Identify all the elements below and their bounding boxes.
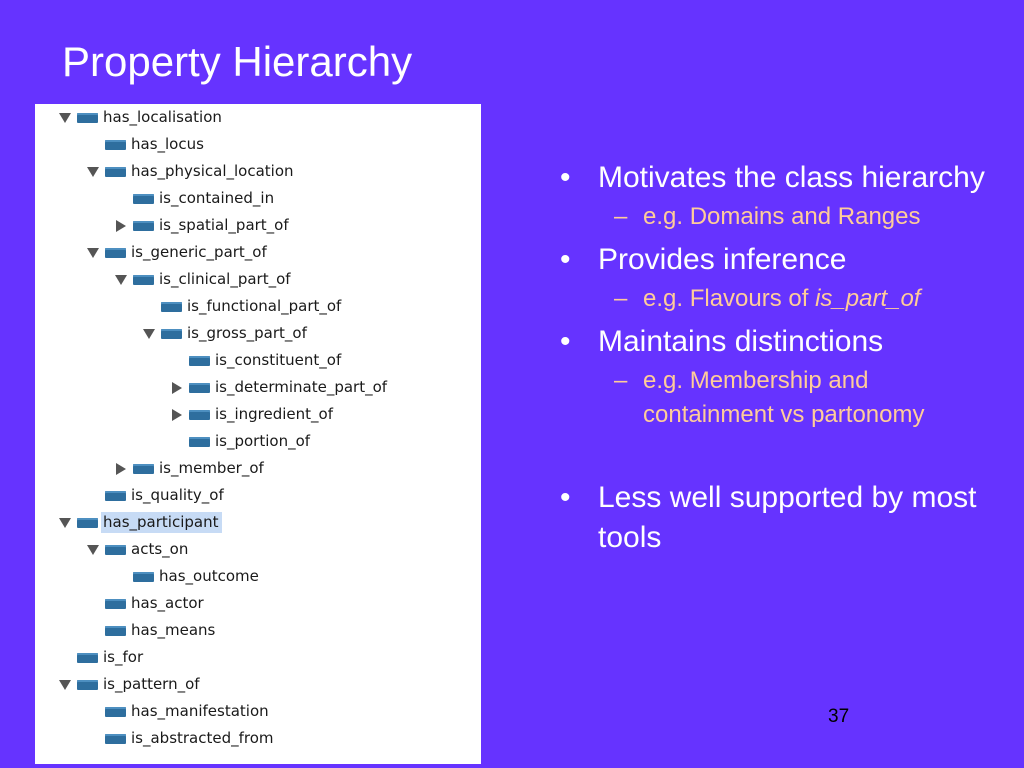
sub-bullet-flavours [598,282,998,316]
tree-item-label: is_constituent_of [215,351,342,369]
tree-item-is-abstracted-from[interactable] [87,725,277,752]
toggle-spacer [59,652,71,664]
tree-item-label: has_physical_location [131,162,294,180]
tree-item-has-outcome[interactable] [115,563,262,590]
object-property-icon [105,248,126,258]
tree-item-is-quality-of[interactable] [87,482,227,509]
sub-bullet-italic-term: is_part_of [815,285,921,312]
object-property-icon [133,275,154,285]
toggle-spacer [115,571,127,583]
tree-item-label: has_participant [101,512,222,533]
tree-item-label: is_generic_part_of [131,243,267,261]
tree-item-has-locus[interactable] [87,131,207,158]
object-property-icon [77,653,98,663]
toggle-spacer [171,436,183,448]
object-property-icon [189,410,210,420]
property-hierarchy-tree [35,104,481,764]
bullet-list [558,158,998,558]
tree-item-is-gross-part-of[interactable] [143,320,310,347]
object-property-icon [105,545,126,555]
bullet-motivates [558,158,998,234]
tree-item-is-constituent-of[interactable] [171,347,344,374]
toggle-spacer [171,355,183,367]
toggle-spacer [87,625,99,637]
object-property-icon [133,221,154,231]
tree-item-is-functional-part-of[interactable] [143,293,344,320]
bullet-text: Motivates the class hierarchy [598,161,985,194]
tree-item-label: is_contained_in [159,189,275,207]
tree-item-label: is_determinate_part_of [215,378,388,396]
bullet-maintains-distinctions [558,322,998,432]
triangle-down-icon[interactable] [59,517,71,529]
object-property-icon [105,626,126,636]
tree-item-is-pattern-of[interactable] [59,671,203,698]
triangle-down-icon[interactable] [115,274,127,286]
tree-item-is-generic-part-of[interactable] [87,239,270,266]
tree-item-is-determinate-part-of[interactable] [171,374,390,401]
tree-item-label: is_clinical_part_of [159,270,291,288]
tree-item-has-localisation[interactable] [59,104,225,131]
tree-item-is-spatial-part-of[interactable] [115,212,292,239]
toggle-spacer [143,301,155,313]
object-property-icon [133,194,154,204]
object-property-icon [77,113,98,123]
object-property-icon [161,329,182,339]
object-property-icon [105,599,126,609]
triangle-down-icon[interactable] [143,328,155,340]
bullet-text: Maintains distinctions [598,325,884,358]
tree-item-is-portion-of[interactable] [171,428,313,455]
tree-item-label: has_manifestation [131,702,269,720]
tree-item-has-manifestation[interactable] [87,698,272,725]
tree-item-is-for[interactable] [59,644,146,671]
tree-item-has-actor[interactable] [87,590,207,617]
tree-item-label: is_for [103,648,144,666]
object-property-icon [105,707,126,717]
tree-item-label: is_quality_of [131,486,224,504]
toggle-spacer [87,139,99,151]
tree-item-label: is_portion_of [215,432,311,450]
tree-item-label: is_pattern_of [103,675,200,693]
slide-title: Property Hierarchy [62,38,413,85]
triangle-down-icon[interactable] [87,544,99,556]
tree-item-is-member-of[interactable] [115,455,267,482]
object-property-icon [105,140,126,150]
tree-item-label: has_actor [131,594,204,612]
tree-item-label: is_ingredient_of [215,405,334,423]
triangle-down-icon[interactable] [87,247,99,259]
triangle-right-icon[interactable] [171,409,183,421]
tree-item-label: is_functional_part_of [187,297,342,315]
toggle-spacer [115,193,127,205]
triangle-down-icon[interactable] [59,679,71,691]
object-property-icon [189,356,210,366]
tree-item-is-ingredient-of[interactable] [171,401,336,428]
object-property-icon [105,491,126,501]
toggle-spacer [87,490,99,502]
triangle-right-icon[interactable] [171,382,183,394]
tree-item-label: is_gross_part_of [187,324,307,342]
sub-bullet-list [598,364,998,432]
tree-item-label: is_spatial_part_of [159,216,289,234]
tree-item-is-contained-in[interactable] [115,185,277,212]
triangle-down-icon[interactable] [87,166,99,178]
tree-item-label: is_member_of [159,459,264,477]
tree-item-label: has_outcome [159,567,259,585]
sub-bullet-text: e.g. Domains and Ranges [643,203,921,230]
sub-bullet-list [598,200,998,234]
object-property-icon [133,572,154,582]
sub-bullet-domains [598,200,998,234]
sub-bullet-list [598,282,998,316]
sub-bullet-text: e.g. Membership and containment vs partonomy [643,367,925,428]
sub-bullet-membership [598,364,998,432]
page-number: 37 [828,706,850,727]
tree-item-acts-on[interactable] [87,536,191,563]
bullet-text: Provides inference [598,243,847,276]
object-property-icon [105,167,126,177]
triangle-down-icon[interactable] [59,112,71,124]
tree-item-label: acts_on [131,540,189,558]
tree-item-label: is_abstracted_from [131,729,274,747]
object-property-icon [189,383,210,393]
tree-item-has-participant[interactable] [59,509,222,536]
tree-item-has-means[interactable] [87,617,218,644]
bullet-provides-inference [558,240,998,316]
object-property-icon [105,734,126,744]
tree-item-is-clinical-part-of[interactable] [115,266,294,293]
bullet-less-supported [558,478,998,558]
triangle-right-icon[interactable] [115,463,127,475]
tree-item-label: has_means [131,621,216,639]
tree-item-label: has_localisation [103,108,222,126]
object-property-icon [189,437,210,447]
tree-item-has-physical-location[interactable] [87,158,297,185]
object-property-icon [133,464,154,474]
tree-item-label: has_locus [131,135,204,153]
object-property-icon [161,302,182,312]
toggle-spacer [87,598,99,610]
toggle-spacer [87,733,99,745]
object-property-icon [77,518,98,528]
object-property-icon [77,680,98,690]
bullet-text: Less well supported by most tools [598,481,977,554]
triangle-right-icon[interactable] [115,220,127,232]
toggle-spacer [87,706,99,718]
sub-bullet-text: e.g. Flavours of [643,285,816,312]
